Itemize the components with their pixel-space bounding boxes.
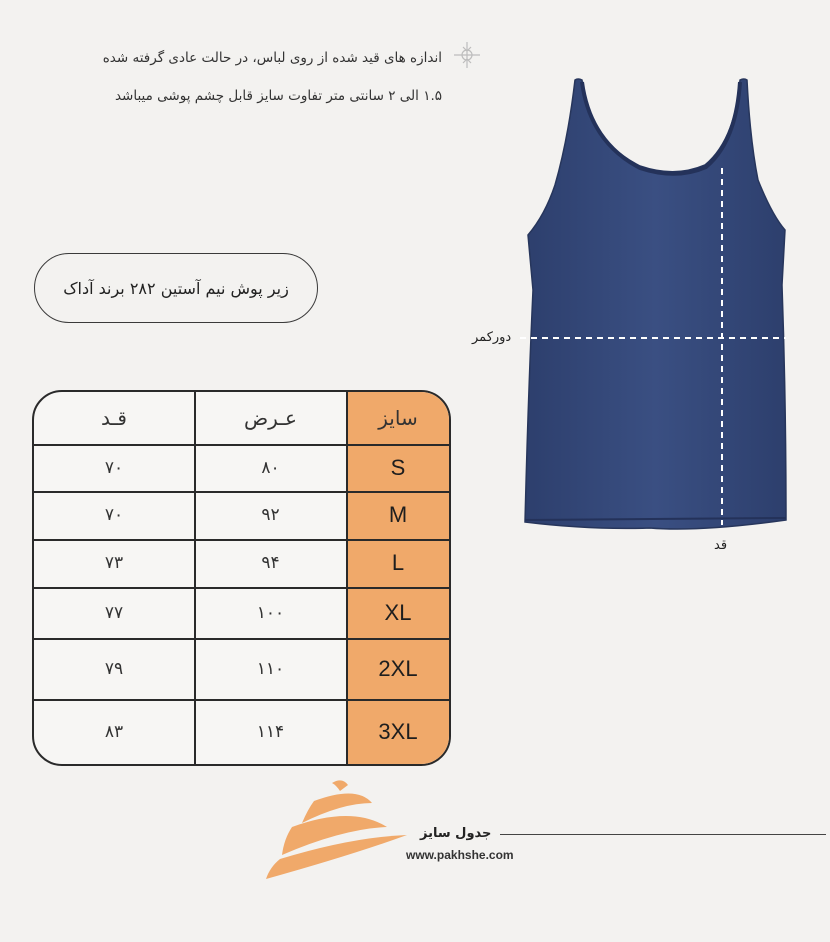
table-divider (34, 587, 449, 589)
size-table (32, 390, 451, 766)
row-l-height: ۷۳ (104, 553, 124, 573)
waist-label: دورکمر (472, 330, 512, 345)
brand-title: جدول سایز (420, 826, 492, 841)
table-divider (34, 539, 449, 541)
row-l-size: L (391, 550, 405, 575)
row-xl-size: XL (384, 599, 412, 625)
brand-divider (500, 834, 826, 835)
row-m-height: ۷۰ (104, 505, 124, 525)
table-divider (34, 638, 449, 640)
table-divider (346, 392, 348, 764)
row-3xl-height: ۸۳ (104, 721, 124, 742)
height-label: قد (714, 538, 728, 553)
row-3xl-size: 3XL (378, 718, 418, 744)
row-s-size: S (390, 454, 406, 480)
product-title (34, 253, 318, 323)
header-width: عـرض (243, 406, 297, 430)
sparkle-icon (450, 40, 484, 70)
tank-top-image (500, 70, 800, 540)
brand-logo-icon (262, 775, 412, 885)
row-m-size: M (388, 502, 408, 527)
row-m-width: ۹۲ (261, 505, 280, 525)
row-xl-width: ۱۰۰ (256, 602, 285, 623)
brand-url: www.pakhshe.com (406, 848, 514, 862)
row-2xl-height: ۷۹ (104, 658, 124, 679)
row-3xl-width: ۱۱۴ (256, 721, 285, 742)
row-l-width: ۹۴ (261, 553, 280, 573)
header-size: سایز (378, 406, 418, 430)
measurement-note-1: اندازه های قید شده از روی لباس، در حالت عادی گرفته شده (102, 50, 442, 66)
measurement-note-2: ۱.۵ الی ۲ سانتی متر تفاوت سایز قابل چشم پوشی میباشد (114, 88, 442, 104)
table-divider (194, 392, 196, 764)
row-2xl-width: ۱۱۰ (256, 658, 285, 679)
row-2xl-size: 2XL (378, 655, 418, 681)
row-s-width: ۸۰ (261, 457, 280, 478)
table-divider (34, 699, 449, 701)
table-divider (34, 444, 449, 446)
size-table-grid (34, 392, 449, 764)
header-height: قـد (101, 406, 127, 430)
product-title-text: زیر پوش نیم آستین ۲۸۲ برند آداک (63, 278, 289, 298)
table-divider (34, 491, 449, 493)
row-s-height: ۷۰ (104, 457, 124, 478)
row-xl-height: ۷۷ (104, 602, 124, 623)
